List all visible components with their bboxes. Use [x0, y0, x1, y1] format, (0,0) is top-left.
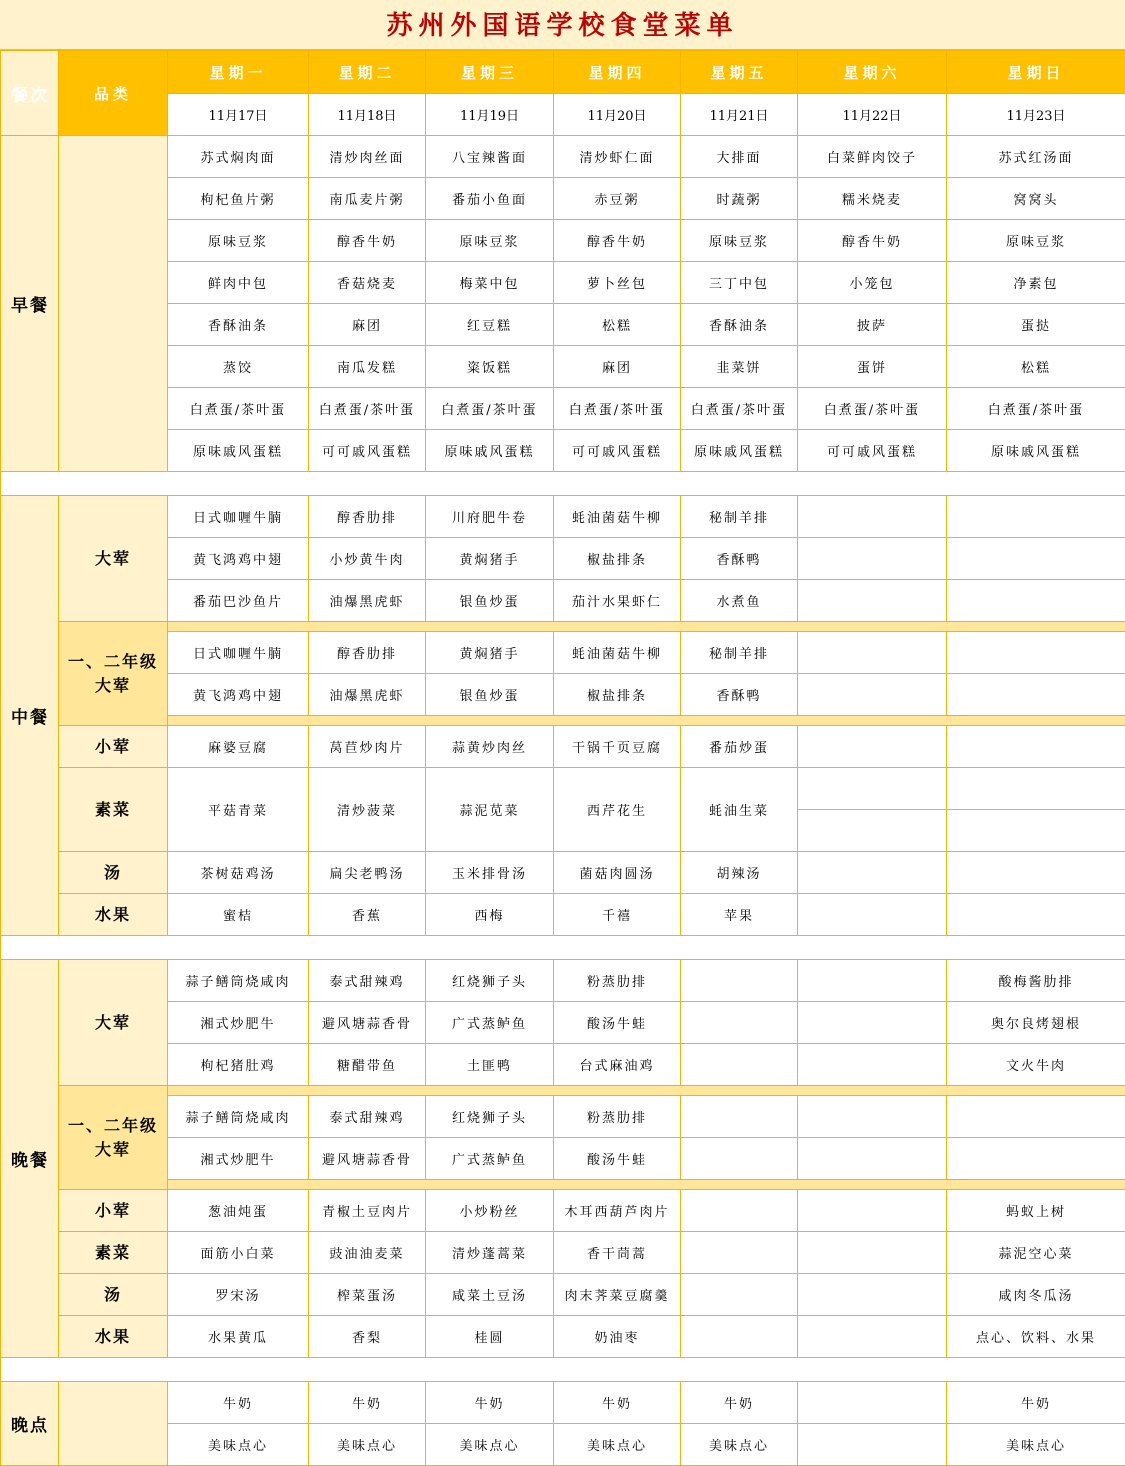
dish-cell: 避风塘蒜香骨: [309, 1138, 426, 1180]
dish-cell: 避风塘蒜香骨: [309, 1002, 426, 1044]
dish-cell: 原味豆浆: [426, 220, 554, 262]
date-header: 11月21日: [681, 94, 798, 136]
dish-cell: 茄汁水果虾仁: [554, 580, 681, 622]
dish-cell: 牛奶: [309, 1382, 426, 1424]
dish-cell: [681, 1002, 798, 1044]
dish-cell: 醇香牛奶: [798, 220, 947, 262]
dish-cell: 秘制羊排: [681, 632, 798, 674]
dish-cell: 椒盐排条: [554, 674, 681, 716]
dish-cell: 糖醋带鱼: [309, 1044, 426, 1086]
dish-cell: 文火牛肉: [947, 1044, 1125, 1086]
dish-cell: 奶油枣: [554, 1316, 681, 1358]
dish-cell: 水煮鱼: [681, 580, 798, 622]
dish-cell: 窝窝头: [947, 178, 1125, 220]
dish-cell: [947, 852, 1125, 894]
dish-cell: 苹果: [681, 894, 798, 936]
dish-cell: 美味点心: [426, 1424, 554, 1466]
dish-cell: 萝卜丝包: [554, 262, 681, 304]
dish-cell: 番茄小鱼面: [426, 178, 554, 220]
dish-cell: 油爆黑虎虾: [309, 674, 426, 716]
dish-cell: 披萨: [798, 304, 947, 346]
grade-divider: [168, 622, 1125, 632]
dish-cell: 蒜泥空心菜: [947, 1232, 1125, 1274]
dish-cell: 小笼包: [798, 262, 947, 304]
dish-cell: 粉蒸肋排: [554, 1096, 681, 1138]
dish-cell: 赤豆粥: [554, 178, 681, 220]
dish-cell: 美味点心: [947, 1424, 1125, 1466]
dish-cell: 原味戚风蛋糕: [681, 430, 798, 472]
dish-cell: 麻团: [554, 346, 681, 388]
dish-cell: 罗宋汤: [168, 1274, 309, 1316]
meal-column-header: 餐次: [1, 51, 59, 136]
dish-cell: 白菜鲜肉饺子: [798, 136, 947, 178]
section-gap: [1, 472, 1125, 496]
dish-cell: 美味点心: [309, 1424, 426, 1466]
menu-table: [0, 50, 1125, 1466]
dish-cell: 菌菇肉圆汤: [554, 852, 681, 894]
dish-cell: 醇香牛奶: [309, 220, 426, 262]
dish-cell: 水果黄瓜: [168, 1316, 309, 1358]
category-label: 一、二年级 大荤: [59, 1086, 168, 1190]
dish-cell: 苏式焖肉面: [168, 136, 309, 178]
dish-cell: 麻婆豆腐: [168, 726, 309, 768]
dish-cell: 白煮蛋/茶叶蛋: [947, 388, 1125, 430]
dish-cell: 原味豆浆: [947, 220, 1125, 262]
dish-cell: 干锅千页豆腐: [554, 726, 681, 768]
dish-cell: [798, 1044, 947, 1086]
dish-cell: 可可戚风蛋糕: [554, 430, 681, 472]
dish-cell: 番茄巴沙鱼片: [168, 580, 309, 622]
dish-cell: 香酥鸭: [681, 538, 798, 580]
dish-cell: 银鱼炒蛋: [426, 674, 554, 716]
dish-cell: 千禧: [554, 894, 681, 936]
dish-cell: [798, 1382, 947, 1424]
dish-cell: 黄飞鸿鸡中翅: [168, 674, 309, 716]
dish-cell: [947, 894, 1125, 936]
dish-cell: 广式蒸鲈鱼: [426, 1138, 554, 1180]
dish-cell: 南瓜发糕: [309, 346, 426, 388]
dish-cell: 银鱼炒蛋: [426, 580, 554, 622]
dish-cell: 奥尔良烤翅根: [947, 1002, 1125, 1044]
dish-cell: [798, 894, 947, 936]
dish-cell: [947, 726, 1125, 768]
grade-divider: [168, 1180, 1125, 1190]
category-column-header: 品类: [59, 51, 168, 136]
dish-cell: 蚝油菌菇牛柳: [554, 496, 681, 538]
dish-cell: 蜜桔: [168, 894, 309, 936]
dish-cell: 牛奶: [947, 1382, 1125, 1424]
meal-label: 中餐: [1, 496, 59, 936]
dish-cell: 醇香肋排: [309, 496, 426, 538]
dish-cell: 蒜子鳝筒烧咸肉: [168, 960, 309, 1002]
dish-cell: [947, 580, 1125, 622]
dish-cell: 牛奶: [168, 1382, 309, 1424]
dish-cell: 酸汤牛蛙: [554, 1138, 681, 1180]
date-header: 11月20日: [554, 94, 681, 136]
dish-cell: [681, 1138, 798, 1180]
dish-cell: 香干茼蒿: [554, 1232, 681, 1274]
dish-cell: 牛奶: [554, 1382, 681, 1424]
dish-cell: 蒜子鳝筒烧咸肉: [168, 1096, 309, 1138]
dish-cell: [798, 1190, 947, 1232]
dish-cell: 白煮蛋/茶叶蛋: [309, 388, 426, 430]
dish-cell: 白煮蛋/茶叶蛋: [554, 388, 681, 430]
dish-cell: 平菇青菜: [168, 768, 309, 852]
dish-cell: 葱油炖蛋: [168, 1190, 309, 1232]
dish-cell: 清炒菠菜: [309, 768, 426, 852]
dish-cell: 净素包: [947, 262, 1125, 304]
category-label: 素菜: [59, 1232, 168, 1274]
day-header: 星期二: [309, 51, 426, 94]
dish-cell: 鲜肉中包: [168, 262, 309, 304]
dish-cell: 台式麻油鸡: [554, 1044, 681, 1086]
dish-cell: 西梅: [426, 894, 554, 936]
dish-cell: 醇香肋排: [309, 632, 426, 674]
category-label: [59, 1382, 168, 1466]
dish-cell: [798, 1138, 947, 1180]
dish-cell: 红烧狮子头: [426, 960, 554, 1002]
date-header: 11月23日: [947, 94, 1125, 136]
dish-cell: 蒜泥苋菜: [426, 768, 554, 852]
dish-cell: 土匪鸭: [426, 1044, 554, 1086]
dish-cell: 蒸饺: [168, 346, 309, 388]
dish-cell: 豉油油麦菜: [309, 1232, 426, 1274]
day-header: 星期一: [168, 51, 309, 94]
dish-cell: [798, 1274, 947, 1316]
dish-cell: 苏式红汤面: [947, 136, 1125, 178]
date-header: 11月17日: [168, 94, 309, 136]
dish-cell: 枸杞鱼片粥: [168, 178, 309, 220]
dish-cell: [947, 632, 1125, 674]
dish-cell: [947, 674, 1125, 716]
dish-cell: 白煮蛋/茶叶蛋: [798, 388, 947, 430]
dish-cell: [798, 674, 947, 716]
dish-cell: [681, 1274, 798, 1316]
dish-cell: 美味点心: [168, 1424, 309, 1466]
dish-cell: 蚝油生菜: [681, 768, 798, 852]
dish-cell: 面筋小白菜: [168, 1232, 309, 1274]
dish-cell: 黄焖猪手: [426, 538, 554, 580]
dish-cell: 原味豆浆: [681, 220, 798, 262]
date-header: 11月18日: [309, 94, 426, 136]
dish-cell: 秘制羊排: [681, 496, 798, 538]
dish-cell: [947, 768, 1125, 810]
day-header: 星期日: [947, 51, 1125, 94]
dish-cell: 扁尖老鸭汤: [309, 852, 426, 894]
dish-cell: 蛋饼: [798, 346, 947, 388]
dish-cell: 牛奶: [426, 1382, 554, 1424]
dish-cell: 桂圆: [426, 1316, 554, 1358]
dish-cell: 番茄炒蛋: [681, 726, 798, 768]
dish-cell: 咸肉冬瓜汤: [947, 1274, 1125, 1316]
day-header: 星期四: [554, 51, 681, 94]
dish-cell: 小炒粉丝: [426, 1190, 554, 1232]
dish-cell: 日式咖喱牛腩: [168, 632, 309, 674]
dish-cell: 香酥油条: [168, 304, 309, 346]
dish-cell: [798, 852, 947, 894]
dish-cell: 广式蒸鲈鱼: [426, 1002, 554, 1044]
dish-cell: 香酥鸭: [681, 674, 798, 716]
dish-cell: [681, 1096, 798, 1138]
grade-divider: [168, 1086, 1125, 1096]
dish-cell: [798, 632, 947, 674]
menu-body: [1, 51, 1125, 1466]
dish-cell: 茶树菇鸡汤: [168, 852, 309, 894]
dish-cell: 松糕: [554, 304, 681, 346]
dish-cell: 八宝辣酱面: [426, 136, 554, 178]
dish-cell: 点心、饮料、水果: [947, 1316, 1125, 1358]
dish-cell: 清炒蓬蒿菜: [426, 1232, 554, 1274]
dish-cell: 三丁中包: [681, 262, 798, 304]
dish-cell: [681, 1232, 798, 1274]
dish-cell: [798, 1232, 947, 1274]
dish-cell: 川府肥牛卷: [426, 496, 554, 538]
dish-cell: [798, 496, 947, 538]
dish-cell: 湘式炒肥牛: [168, 1138, 309, 1180]
meal-label: 晚餐: [1, 960, 59, 1358]
dish-cell: [681, 960, 798, 1002]
dish-cell: [947, 810, 1125, 852]
dish-cell: 咸菜土豆汤: [426, 1274, 554, 1316]
dish-cell: 时蔬粥: [681, 178, 798, 220]
day-header: 星期三: [426, 51, 554, 94]
dish-cell: 红豆糕: [426, 304, 554, 346]
dish-cell: 玉米排骨汤: [426, 852, 554, 894]
dish-cell: 小炒黄牛肉: [309, 538, 426, 580]
day-header: 星期五: [681, 51, 798, 94]
dish-cell: [681, 1044, 798, 1086]
category-label: 汤: [59, 852, 168, 894]
dish-cell: [798, 1096, 947, 1138]
dish-cell: [798, 1002, 947, 1044]
meal-label: 早餐: [1, 136, 59, 472]
dish-cell: 可可戚风蛋糕: [309, 430, 426, 472]
dish-cell: 日式咖喱牛腩: [168, 496, 309, 538]
dish-cell: 白煮蛋/茶叶蛋: [168, 388, 309, 430]
dish-cell: 枸杞猪肚鸡: [168, 1044, 309, 1086]
dish-cell: 蛋挞: [947, 304, 1125, 346]
dish-cell: 清炒虾仁面: [554, 136, 681, 178]
dish-cell: 麻团: [309, 304, 426, 346]
section-gap: [1, 936, 1125, 960]
meal-label: 晚点: [1, 1382, 59, 1466]
dish-cell: 莴苣炒肉片: [309, 726, 426, 768]
section-gap: [1, 1358, 1125, 1382]
dish-cell: [798, 538, 947, 580]
dish-cell: 泰式甜辣鸡: [309, 1096, 426, 1138]
dish-cell: 原味豆浆: [168, 220, 309, 262]
dish-cell: 红烧狮子头: [426, 1096, 554, 1138]
dish-cell: 香酥油条: [681, 304, 798, 346]
dish-cell: 木耳西葫芦肉片: [554, 1190, 681, 1232]
dish-cell: 松糕: [947, 346, 1125, 388]
category-label: 大荤: [59, 496, 168, 622]
dish-cell: 蚝油菌菇牛柳: [554, 632, 681, 674]
dish-cell: 大排面: [681, 136, 798, 178]
dish-cell: 泰式甜辣鸡: [309, 960, 426, 1002]
dish-cell: 粢饭糕: [426, 346, 554, 388]
dish-cell: 韭菜饼: [681, 346, 798, 388]
dish-cell: 黄飞鸿鸡中翅: [168, 538, 309, 580]
dish-cell: 油爆黑虎虾: [309, 580, 426, 622]
dish-cell: 酸梅酱肋排: [947, 960, 1125, 1002]
dish-cell: 白煮蛋/茶叶蛋: [426, 388, 554, 430]
dish-cell: [798, 960, 947, 1002]
category-label: 水果: [59, 1316, 168, 1358]
dish-cell: [798, 768, 947, 810]
dish-cell: [798, 580, 947, 622]
dish-cell: [798, 1424, 947, 1466]
dish-cell: 美味点心: [681, 1424, 798, 1466]
dish-cell: 原味戚风蛋糕: [168, 430, 309, 472]
dish-cell: 香梨: [309, 1316, 426, 1358]
dish-cell: 胡辣汤: [681, 852, 798, 894]
category-label: 素菜: [59, 768, 168, 852]
category-label: 小荤: [59, 1190, 168, 1232]
category-label: 一、二年级 大荤: [59, 622, 168, 726]
dish-cell: 西芹花生: [554, 768, 681, 852]
dish-cell: 糯米烧麦: [798, 178, 947, 220]
dish-cell: [798, 810, 947, 852]
category-label: [59, 136, 168, 472]
dish-cell: 原味戚风蛋糕: [947, 430, 1125, 472]
dish-cell: [947, 538, 1125, 580]
dish-cell: [947, 1096, 1125, 1138]
dish-cell: 南瓜麦片粥: [309, 178, 426, 220]
dish-cell: [947, 496, 1125, 538]
category-label: 大荤: [59, 960, 168, 1086]
dish-cell: 湘式炒肥牛: [168, 1002, 309, 1044]
dish-cell: 粉蒸肋排: [554, 960, 681, 1002]
grade-divider: [168, 716, 1125, 726]
menu-title: 苏州外国语学校食堂菜单: [0, 0, 1125, 50]
dish-cell: 清炒肉丝面: [309, 136, 426, 178]
dish-cell: 酸汤牛蛙: [554, 1002, 681, 1044]
dish-cell: [947, 1138, 1125, 1180]
dish-cell: 榨菜蛋汤: [309, 1274, 426, 1316]
date-header: 11月22日: [798, 94, 947, 136]
dish-cell: [798, 1316, 947, 1358]
date-header: 11月19日: [426, 94, 554, 136]
dish-cell: 美味点心: [554, 1424, 681, 1466]
dish-cell: 香菇烧麦: [309, 262, 426, 304]
dish-cell: [681, 1190, 798, 1232]
dish-cell: 原味戚风蛋糕: [426, 430, 554, 472]
category-label: 小荤: [59, 726, 168, 768]
dish-cell: 香蕉: [309, 894, 426, 936]
category-label: 汤: [59, 1274, 168, 1316]
dish-cell: 椒盐排条: [554, 538, 681, 580]
dish-cell: 牛奶: [681, 1382, 798, 1424]
dish-cell: 黄焖猪手: [426, 632, 554, 674]
category-label: 水果: [59, 894, 168, 936]
dish-cell: [798, 726, 947, 768]
dish-cell: 蒜黄炒肉丝: [426, 726, 554, 768]
dish-cell: 醇香牛奶: [554, 220, 681, 262]
dish-cell: 肉末荠菜豆腐羹: [554, 1274, 681, 1316]
dish-cell: 蚂蚁上树: [947, 1190, 1125, 1232]
dish-cell: 白煮蛋/茶叶蛋: [681, 388, 798, 430]
dish-cell: [681, 1316, 798, 1358]
dish-cell: 青椒土豆肉片: [309, 1190, 426, 1232]
dish-cell: 梅菜中包: [426, 262, 554, 304]
day-header: 星期六: [798, 51, 947, 94]
dish-cell: 可可戚风蛋糕: [798, 430, 947, 472]
